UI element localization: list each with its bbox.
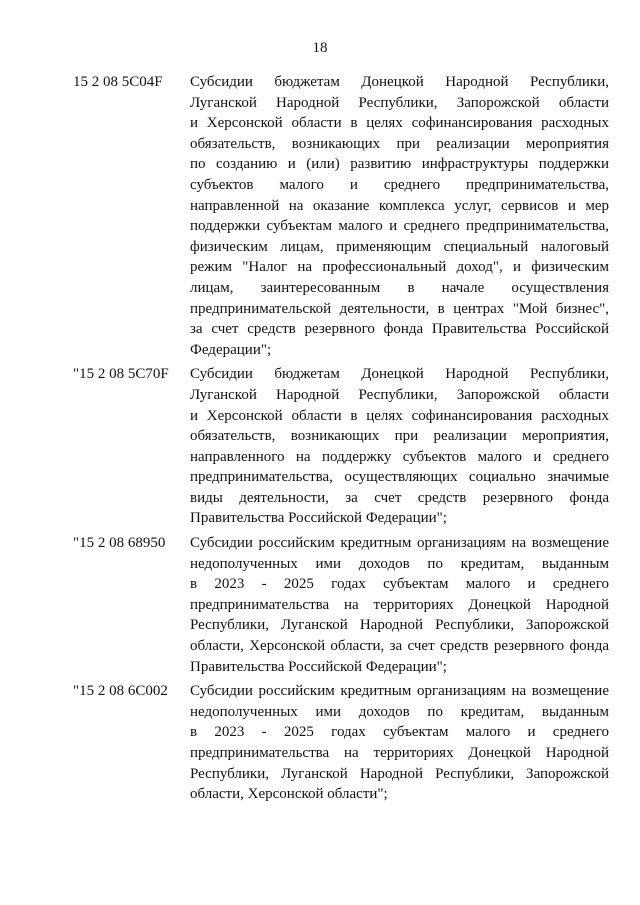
description-line: лицам, заинтересованным в начале осуществления <box>190 279 609 296</box>
description-line: области, Херсонской области"; <box>190 786 388 803</box>
description-line: предпринимательства на территориях Донецкой Народной <box>190 596 609 613</box>
budget-code-entry <box>73 364 609 529</box>
description-line: в 2023 - 2025 годах субъектам малого и среднего <box>190 576 609 593</box>
description-line: Субсидии бюджетам Донецкой Народной Республики, <box>190 74 609 90</box>
code-description <box>190 681 609 805</box>
description-line: обязательств, возникающих при реализации мероприятия, <box>190 428 609 445</box>
description-line: в 2023 - 2025 годах субъектам малого и среднего <box>190 724 609 741</box>
description-line: субъектов малого и среднего предпринимательства, <box>190 176 609 193</box>
budget-classification-code: "15 2 08 6C002 <box>73 683 168 700</box>
code-description <box>190 533 609 677</box>
description-line: виды деятельности, за счет средств резервного фонда <box>190 489 609 506</box>
description-line: и Херсонской области в целях софинансирования расходных <box>190 115 609 132</box>
budget-classification-code: 15 2 08 5C04F <box>73 74 163 90</box>
description-line: предпринимательства на территориях Донецкой Народной <box>190 745 609 761</box>
description-line: по созданию и (или) развитию инфраструктуры поддержки <box>190 156 609 173</box>
description-line: недополученных ими доходов по кредитам, выданным <box>190 703 609 720</box>
description-line: Луганской Народной Республики, Запорожской области <box>190 94 609 111</box>
description-line: режим "Налог на профессиональный доход", и физическим <box>190 259 609 276</box>
code-description <box>190 364 609 529</box>
description-line: и Херсонской области в целях софинансирования расходных <box>190 407 609 424</box>
code-description <box>190 72 609 360</box>
description-line: предпринимательства, осуществляющих социально значимые <box>190 469 609 486</box>
description-line: предпринимательской деятельности, в центрах "Мой бизнес", <box>190 300 609 317</box>
description-line: Субсидии российским кредитным организациям на возмещение <box>190 683 609 700</box>
description-line: Правительства Российской Федерации"; <box>190 510 447 527</box>
description-line: поддержки субъектам малого и среднего предпринимательства, <box>190 218 609 235</box>
page-number: 18 <box>312 40 328 56</box>
budget-classification-code: "15 2 08 68950 <box>73 535 166 552</box>
description-line: Правительства Российской Федерации"; <box>190 658 447 675</box>
description-line: за счет средств резервного фонда Правительства Российской <box>190 321 609 338</box>
budget-code-entry <box>73 533 609 677</box>
description-line: Федерации"; <box>190 341 272 358</box>
description-line: Республики, Луганской Народной Республики, Запорожской <box>190 617 609 634</box>
budget-classification-code: "15 2 08 5C70F <box>73 366 169 383</box>
description-line: Луганской Народной Республики, Запорожской области <box>190 386 609 403</box>
description-line: Республики, Луганской Народной Республики, Запорожской <box>190 765 609 782</box>
description-line: направленной на оказание комплекса услуг, сервисов и мер <box>190 197 609 214</box>
description-line: Субсидии российским кредитным организациям на возмещение <box>190 535 609 552</box>
description-line: обязательств, возникающих при реализации мероприятия <box>190 135 609 152</box>
budget-code-entry <box>73 72 609 360</box>
description-line: направленного на поддержку субъектов малого и среднего <box>190 448 609 465</box>
description-line: области, Херсонской области, за счет средств резервного фонда <box>190 638 609 655</box>
description-line: недополученных ими доходов по кредитам, выданным <box>190 555 609 572</box>
description-line: физическим лицам, применяющим специальный налоговый <box>190 238 609 255</box>
budget-code-entry <box>73 681 609 805</box>
budget-code-list <box>73 72 609 809</box>
description-line: Субсидии бюджетам Донецкой Народной Республики, <box>190 366 609 383</box>
